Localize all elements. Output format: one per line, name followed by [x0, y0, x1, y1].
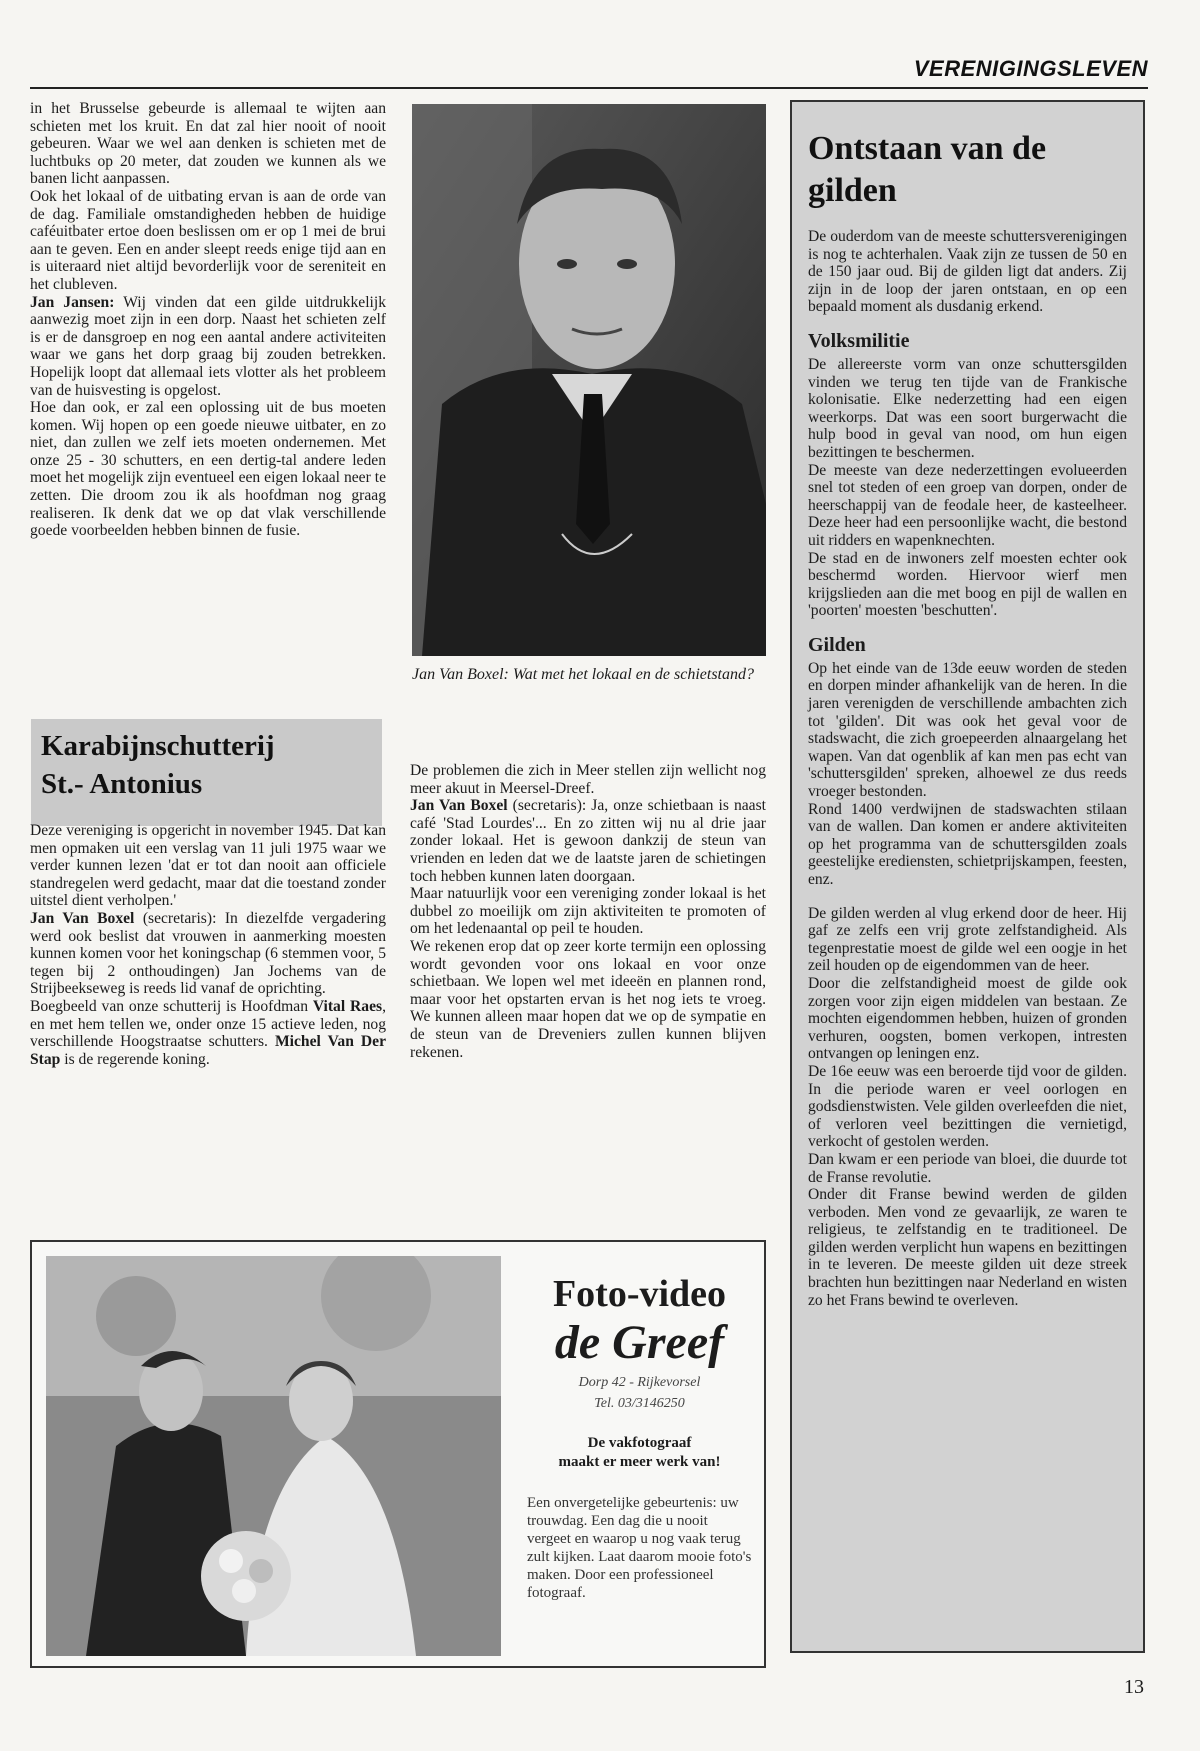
paragraph: De problemen die zich in Meer stellen zijn wellicht nog meer akuut in Meersel-Dreef. — [410, 762, 766, 797]
header-rule — [30, 87, 1148, 89]
person-name: Michel Van Der Stap — [30, 1033, 386, 1068]
page-number: 13 — [1124, 1676, 1144, 1698]
paragraph-text: (secretaris): Ja, onze schietbaan is naast café 'Stad Lourdes'... En zo zitten wij nu al drie jaar zonder lokaal. Het is gewoon dankzij de steun van vrienden en leden dat we de laatste jaren de schietingen toch hebben kunnen laten doorgaan. — [410, 797, 766, 885]
karabijn-heading-line2: St.- Antonius — [41, 768, 203, 800]
paragraph: De gilden werden al vlug erkend door de heer. Hij gaf ze zelfs een vrij grote zelfstandigheid. Als tegenprestatie moest de gilde wel een oogje in het zeil houden op de eigendommen van de heer. — [808, 904, 1127, 975]
karabijn-heading-line1: Karabijnschutterij — [41, 730, 275, 762]
paragraph-text: , en met hem tellen we, onder onze 15 actieve leden, nog verschillende Hoogstraatse schutters. — [30, 997, 386, 1051]
portrait-photo — [412, 104, 766, 656]
paragraph — [30, 910, 386, 998]
karabijn-heading-box — [31, 719, 382, 826]
paragraph: De stad en de inwoners zelf moesten echter ook beschermd worden. Hiervoor wierf men krijgslieden aan die met boog en pijl de wallen en 'poorten' moesten 'beschutten'. — [808, 549, 1127, 620]
paragraph-text: (secretaris): In diezelfde vergadering werd ook beslist dat vrouwen in aanmerking moesten kunnen komen voor het koningschap (6 stemmen voor, 5 tegen bij 2 onthoudingen) Jan Jochems van de Strijbeekseweg is reeds lid vanaf de oprichting. — [30, 909, 386, 998]
ad-slogan-line2: maakt er meer werk van! — [558, 1454, 721, 1470]
wedding-photo — [46, 1256, 501, 1656]
paragraph: Onder dit Franse bewind werden de gilden verboden. Men vond ze gevaarlijk, ze waren te religieus, te zelfstandig en te traditioneel. De gilden werden verplicht hun wapens en bezittingen in te leveren. De meeste gilden uit deze streek brachten hun bezittingen naar Nederland en wisten zo het Frans bewind te overleven. — [808, 1186, 1127, 1309]
paragraph: in het Brusselse gebeurde is allemaal te wijten aan schieten met los kruit. En dat zal hier nooit of nooit gebeuren. Waar we wel aan denken is schieten met de luchtbuks op 20 meter, dat zouden we kunnen als we banen licht aanpassen. — [30, 100, 386, 188]
column-2 — [410, 762, 766, 1061]
history-sidebar — [790, 100, 1145, 1653]
paragraph: Rond 1400 verdwijnen de stadswachten stilaan van de wallen. Dan komen er andere aktiviteiten op het programma van de schuttersgilden zoals geestelijke erediensten, schietprijskampen, feesten, enz. — [808, 800, 1127, 888]
karabijn-heading — [31, 719, 382, 803]
column-1-bottom — [30, 822, 386, 1068]
speaker-name: Jan Van Boxel — [30, 909, 135, 927]
section-label: VERENIGINGSLEVEN — [913, 56, 1148, 81]
ad-brand-line1: Foto-video — [552, 1273, 727, 1315]
paragraph-text: Wij vinden dat een gilde uitdrukkelijk aanwezig moet zijn in een dorp. Naast het schieten zelf is er de dansgroep en nog een aantal andere activiteiten waar we gans het dorp graag bij zouden betrekken. Hopelijk loopt dat allemaal iets vlotter als het probleem van de huisvesting is opgelost. — [30, 293, 386, 399]
paragraph: De meeste van deze nederzettingen evolueerden snel tot steden of een groep van dorpen, onder de heerschappij van de feodale heer, de kasteelheer. Deze heer had een persoonlijke wacht, die bestond uit ridders en wapenknechten. — [808, 461, 1127, 549]
paragraph: Maar natuurlijk voor een vereniging zonder lokaal is het dubbel zo moeilijk om zijn aktiviteiten te promoten of om het ledenaantal op peil te houden. — [410, 885, 766, 938]
ad-slogan-line1: De vakfotograaf — [587, 1435, 692, 1451]
paragraph: De allereerste vorm van onze schuttersgilden vinden we terug ten tijde van de Frankische kolonisatie. Elke nederzetting had een eigen weerkorps. Dat was een soort burgerwacht die hulp bood in geval van nood, om hun eigen bezittingen te beschermen. — [808, 355, 1127, 461]
paragraph: Ook het lokaal of de uitbating ervan is aan de orde van de dag. Familiale omstandigheden hebben de huidige caféuitbater ertoe doen beslissen om er op 1 mei de brui aan te geven. Een en ander sleept reeds enige tijd aan en is uiteraard niet altijd bevorderlijk voor de sereniteit en het clubleven. — [30, 187, 386, 293]
ad-brand-line2: de Greef — [554, 1316, 725, 1369]
paragraph — [30, 294, 386, 400]
paragraph — [410, 797, 766, 885]
paragraph — [30, 998, 386, 1068]
paragraph: We rekenen erop dat op zeer korte termijn een oplossing wordt gevonden voor ons lokaal en voor onze schietbaan. We lopen wel met ideeën en plannen rond, maar voor het opstarten ervan is het nog iets te vroeg. We kunnen alleen maar hopen dat we op de sympatie en de steun van de Dreveniers zullen kunnen blijven rekenen. — [410, 937, 766, 1061]
paragraph: De 16e eeuw was een beroerde tijd voor de gilden. In die periode waren er veel oorlogen en godsdienstwisten. Vele gilden overleefden die niet, of verloren veel bezittingen die vernietigd, verkocht of gestolen werden. — [808, 1062, 1127, 1151]
paragraph-text: is de regerende koning. — [60, 1050, 210, 1068]
paragraph-text: Boegbeeld van onze schutterij is Hoofdman — [30, 997, 313, 1015]
paragraph: Op het einde van de 13de eeuw worden de steden en dorpen minder afhankelijk van de heren. In die jaren verenigden de verschillende ambachten zich tot 'gilden'. Dit was ook het geval voor de stadswacht, die zich groepeerden alnaargelang het wapen. Van dat ogenblik af kan men pas echt van 'schuttersgilden' spreken, alhoewel ze dus reeds vroeger bestonden. — [808, 659, 1127, 801]
paragraph: Deze vereniging is opgericht in november 1945. Dat kan men opmaken uit een verslag van 11 juli 1975 waar we verder kunnen lezen 'dat er tot dan nooit aan officiele standregelen werd gedacht, maar dat die toestand zonder uitstel dient verholpen.' — [30, 822, 386, 910]
sidebar-subheading: Gilden — [808, 633, 866, 656]
ad-body: Een onvergetelijke gebeurtenis: uw trouwdag. Een dag die u nooit vergeet en waarop u nog vaak terug zult kijken. Laat daarom mooie foto's maken. Door een professioneel fotograaf. — [527, 1495, 752, 1601]
ad-address: Dorp 42 - Rijkevorsel — [578, 1375, 701, 1390]
paragraph: Hoe dan ook, er zal een oplossing uit de bus moeten komen. Wij hopen op een goede nieuwe uitbater, en zo niet, dan zullen we zelf iets moeten ondernemen. Met onze 25 - 30 schutters, en een dertig-tal andere leden moet het mogelijk zijn eventueel een eigen lokaal neer te zetten. Die droom zou ik als hoofdman nog graag realiseren. Ik denk dat we op dat vlak verschillende goede voorbeelden hebben binnen de fusie. — [30, 399, 386, 540]
ad-phone: Tel. 03/3146250 — [594, 1396, 685, 1411]
paragraph: Door die zelfstandigheid moest de gilde ook zorgen voor zijn eigen middelen van bestaan. Ze mochten eigendommen hebben, huizen of gronden verhuren, oogsten, bomen verkopen, intresten ontvangen op leningen enz. — [808, 974, 1127, 1063]
ad-slogan — [527, 1434, 752, 1472]
photo-studio-ad — [30, 1240, 766, 1668]
photo-caption: Jan Van Boxel: Wat met het lokaal en de schietstand? — [412, 666, 754, 683]
person-name: Vital Raes — [312, 997, 383, 1015]
sidebar-subheading: Volksmilitie — [808, 329, 910, 352]
paragraph: Dan kwam er een periode van bloei, die duurde tot de Franse revolutie. — [808, 1150, 1127, 1186]
column-1-top — [30, 100, 386, 540]
sidebar-title: Ontstaan van de gilden — [808, 130, 1047, 209]
sidebar-intro: De ouderdom van de meeste schuttersverenigingen is nog te achterhalen. Vaak zijn ze tussen de 50 en de 150 jaar oud. Bij de gilden ligt dat anders. Zij zijn in de loop der jaren ontstaan, en op een bepaald moment als dusdanig erkend. — [808, 228, 1127, 316]
ad-text — [527, 1272, 752, 1602]
speaker-name: Jan Van Boxel — [410, 797, 508, 815]
portrait-illustration — [412, 104, 766, 656]
speaker-name: Jan Jansen: — [30, 293, 115, 311]
wedding-illustration — [46, 1256, 501, 1656]
